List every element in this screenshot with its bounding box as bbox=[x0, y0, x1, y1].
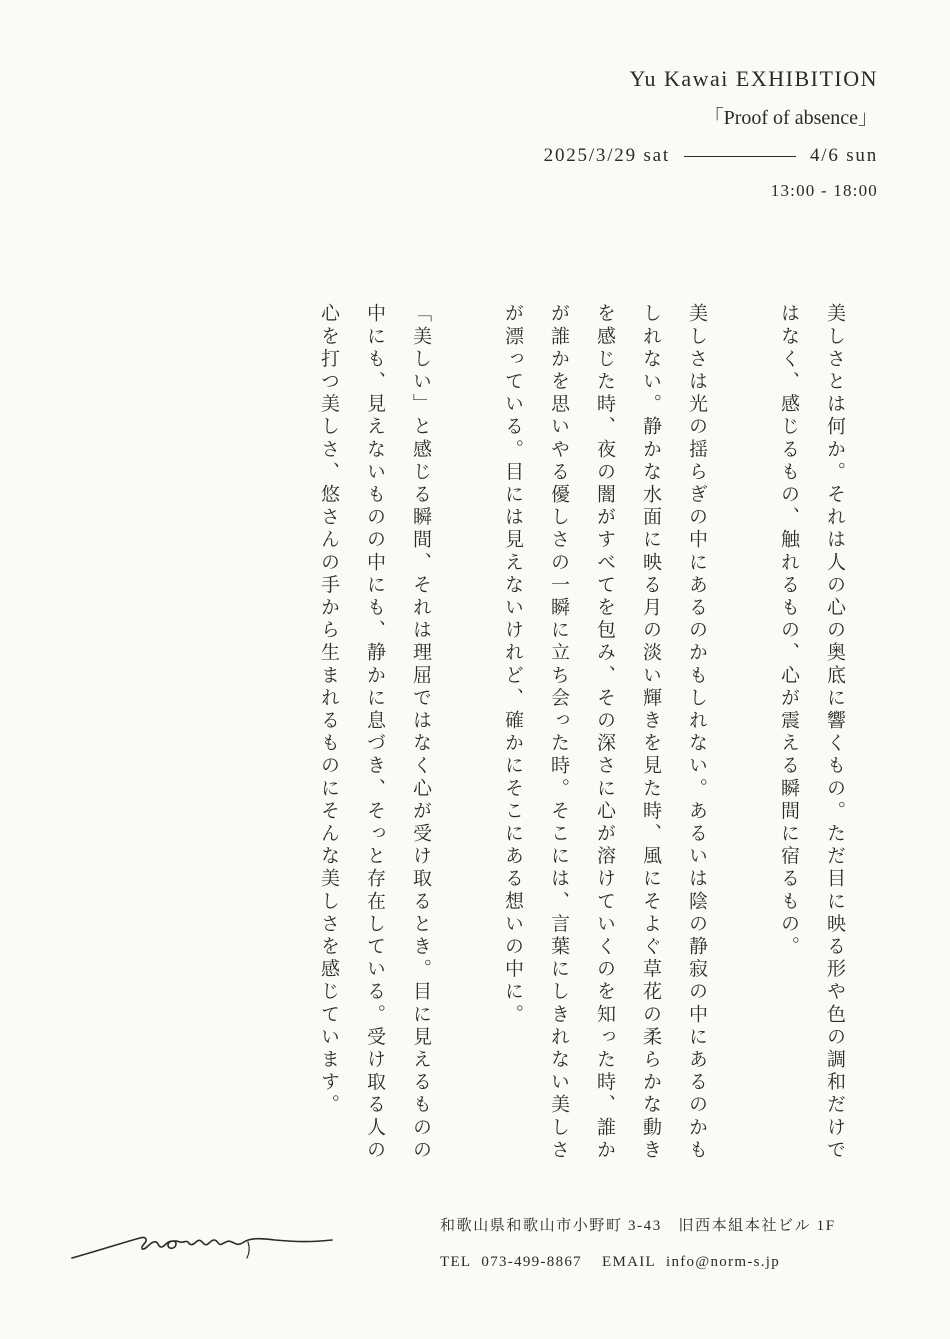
norm-logo bbox=[70, 1222, 340, 1272]
norm-signature-logo bbox=[70, 1222, 340, 1272]
contact-info bbox=[440, 1250, 836, 1274]
statement-text bbox=[306, 303, 858, 1163]
tel-number[interactable]: 073-499-8867 bbox=[481, 1254, 582, 1270]
date-end: 4/6 sun bbox=[809, 145, 878, 166]
email-address[interactable]: info@norm-s.jp bbox=[665, 1254, 781, 1270]
tel-label: TEL bbox=[440, 1254, 472, 1270]
email-label: EMAIL bbox=[601, 1254, 656, 1270]
statement-paragraph-2: 美しさは光の揺らぎの中にあるのかもしれない。あるいは陰の静寂の中にあるのかもしれない。静かな水面に映る月の淡い輝きを見た時、風にそよぐ草花の柔らかな動きを感じた時、夜の闇がすべてを包み、その深さに心が溶けていくのを知った時、誰かが誰かを思いやる優しさの一瞬に立ち会った時。そこには、言葉にしきれない美しさが漂っている。目には見えないけれど、確かにそこにある想いの中に。 bbox=[502, 303, 708, 1162]
venue-address: 和歌山県和歌山市小野町 3-43 旧西本組本社ビル 1F bbox=[440, 1218, 836, 1234]
exhibition-dates bbox=[544, 142, 878, 170]
exhibition-header bbox=[544, 64, 878, 204]
statement-paragraph-3: 「美しい」と感じる瞬間、それは理屈ではなく心が受け取るとき。目に見えるものの中にも、見えないものの中にも、静かに息づき、そっと存在している。受け取る人の心を打つ美しさ、悠さんの手から生まれるものにそんな美しさを感じています。 bbox=[318, 303, 432, 1162]
date-start: 2025/3/29 sat bbox=[543, 145, 670, 166]
date-range-divider bbox=[684, 156, 796, 157]
venue-footer bbox=[440, 1214, 836, 1274]
opening-hours: 13:00 - 18:00 bbox=[770, 181, 878, 200]
statement-paragraph-1: 美しさとは何か。それは人の心の奥底に響くもの。ただ目に映る形や色の調和だけではなく、感じるもの、触れるもの、心が震える瞬間に宿るもの。 bbox=[778, 303, 846, 1162]
exhibition-title: Yu Kawai EXHIBITION bbox=[629, 66, 878, 91]
exhibition-subtitle: 「Proof of absence」 bbox=[703, 107, 878, 129]
